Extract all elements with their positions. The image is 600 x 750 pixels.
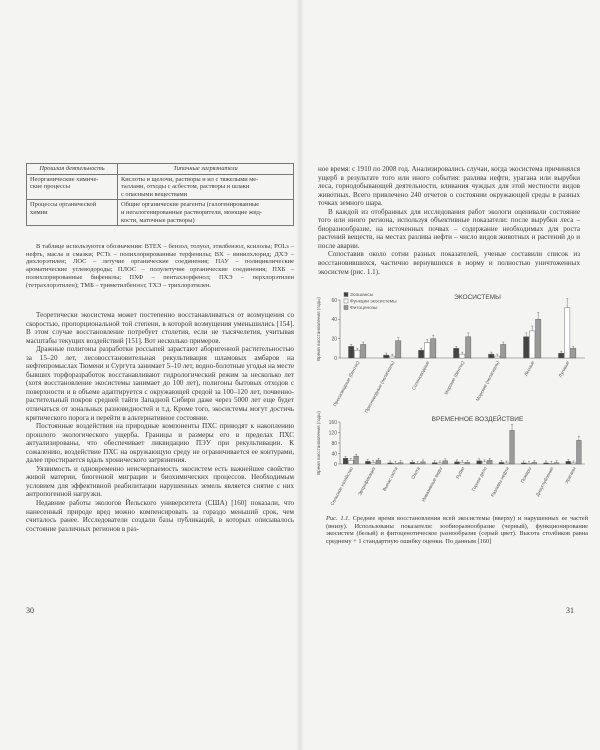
x-tick-label: Пресноводные (бентос): [332, 360, 361, 408]
right-body-text: [318, 165, 580, 276]
y-tick-label: 60: [331, 297, 337, 304]
table-cell: Неорганические химиче- ские процессы: [27, 174, 118, 200]
table-cell: Кислоты и щелочи, растворы и ил с тяжелыми ме- таллами, отходы с асбестом, растворы и шлаки с опасными веществами: [118, 174, 294, 200]
table-header-row: [27, 164, 294, 175]
chart-bar: [354, 456, 359, 464]
chart-bar: [530, 331, 535, 358]
chart-bar: [544, 463, 549, 464]
legend-label: Зоошансы: [350, 293, 374, 298]
chart-bar: [489, 354, 494, 358]
chart-bar: [343, 458, 348, 464]
y-tick-label: 120: [328, 430, 337, 437]
x-tick-label: Пожары: [519, 466, 533, 484]
chart-bar: [454, 348, 459, 358]
table-notes: [26, 243, 294, 289]
x-tick-label: Дноуглубление: [534, 466, 555, 498]
chart-bar: [438, 463, 443, 464]
x-tick-label: Сельское хозяйство: [329, 466, 355, 507]
y-tick-label: 160: [328, 419, 337, 426]
chart-bar: [487, 460, 492, 464]
chart-bar: [554, 463, 559, 464]
y-tick-label: 40: [331, 317, 337, 324]
chart-bar: [566, 461, 571, 464]
chart-bar: [527, 463, 532, 464]
chart-title: ЭКОСИСТЕМЫ: [454, 294, 501, 301]
chart-bar: [396, 341, 401, 358]
chart-bar: [499, 462, 504, 464]
chart-bar: [432, 463, 437, 464]
chart-bar: [510, 430, 515, 464]
table-cell: Общие органические реагенты (галогенированные и негалогенированные растворители, моющие жид- кости, маточные растворы): [118, 200, 294, 226]
x-tick-label: Разливы нефти: [489, 466, 510, 498]
legend-label: Фитоценозы: [350, 306, 378, 311]
caption-label: Рис. 1.1.: [326, 515, 350, 522]
y-tick-label: 80: [331, 440, 337, 447]
page-number-right: 31: [566, 606, 574, 615]
table-row: [27, 174, 294, 200]
x-tick-label: Горное дело: [470, 466, 488, 492]
y-tick-label: 20: [331, 336, 337, 343]
x-tick-label: Лесные: [523, 360, 536, 377]
chart-bar: [421, 462, 426, 464]
chart-bar: [482, 462, 487, 464]
chart-bar: [521, 463, 526, 464]
chart-bar: [495, 356, 500, 358]
body-paragraph: Недавние работы экологов Йельского университета (США) [160] показали, что нанесенный природе вред можно компенсировать за гораздо меньший срок, чем считалось ранее. Исследователи создали базы публикаций, в которых описывалось состояние различных регионов в раз-: [26, 499, 294, 533]
chart-bar: [571, 463, 576, 464]
y-tick-label: 40: [331, 451, 337, 458]
chart-bar: [349, 346, 354, 358]
chart-bar: [549, 463, 554, 464]
chart-bar: [460, 354, 465, 358]
legend-swatch: [344, 293, 348, 297]
x-tick-label: Морские (пелагиаль): [474, 360, 501, 402]
figure-1-1: [306, 290, 596, 510]
chart-bar: [348, 460, 353, 464]
chart-bar: [398, 463, 403, 464]
chart-svg: [306, 290, 596, 510]
body-paragraph: Уязвимость и одновременно неисчерпаемость экосистем есть важнейшее свойство живой материи, биогенной миграции и биохимических процессов. Необходимым условием для эффективной реабилитации нарушенных земель является снятие с них антропогенной нагрузки.: [26, 464, 294, 499]
x-tick-label: Солоноводные: [410, 360, 431, 391]
x-tick-label: Пресноводные (пелагиаль): [363, 360, 396, 414]
left-body-text: [26, 311, 294, 533]
chart-bar: [532, 462, 537, 464]
notes-paragraph: В таблице используются обозначения: BTEX – бензол, толуол, этилбензол, ксилолы; POLs – нефть, масла и смазки; PCTs – полихлорированные терфенилы; ВХ – винилхлорид; ДХЭ – дихлорэтилен; ЛОС – летучие органические соединения; ПАУ – полициклические ароматические углеводороды; ПЛОС – полулетучие органические соединения; ПХБ – полихлорированные бифенилы; ПХФ – пентахлорфенол; ПХЭ – перхлорэтилен (тетрахлорэтилен); ТМБ – триметилбензол; ТХЭ – трихлорэтилен.: [26, 243, 294, 289]
chart-bar: [384, 355, 389, 358]
legend-swatch: [344, 299, 348, 303]
y-tick-label: 0: [334, 461, 337, 468]
chart-bar: [524, 337, 529, 358]
chart-bar: [501, 344, 506, 358]
page-number-left: 30: [26, 606, 34, 615]
chart-bar: [361, 344, 366, 358]
chart-title: ВРЕМЕННОЕ ВОЗДЕЙСТВИЕ: [431, 416, 524, 423]
chart-bar: [410, 462, 415, 464]
chart-bar: [371, 462, 376, 464]
body-paragraph: Теоретически экосистема может постепенно восстанавливаться от возмущения со скоростью, пропорциональной той степени, в которой возмущения уменьшились [154]. В этом случае восстановление потребует столетия, если не тысячелетия, учитывая масштабы текущих воздействий [151]. Вот несколько примеров.: [26, 311, 294, 345]
chart-bar: [431, 339, 436, 358]
caption-text: Среднее время восстановления всей экосистемы (вверху) и нарушенных ее частей (внизу). Использованы показатели: зообиоразнообразие (черный), функционирование экосистем (белый) и фитоценотическое разнообразие (серый цвет). Высота столбиков равна среднему + 1 стандартную ошибку оценки. По данным [160]: [326, 515, 589, 546]
table-cell: Процессы органической химии: [27, 200, 118, 226]
table-header-cell: Типичные загрязнители: [118, 164, 294, 175]
body-paragraph: Дражные полигоны разработки россыпей зарастают аборигенной растительностью за 15–20 лет, лесовосстановительная рекультивация шламовых амбаров на нефтепромыслах Тюмени и Сургута занимает 5–10 лет, водно-болотные угодья на месте бывших торфоразработок восстанавливают гидрологический режим за несколько лет (хотя восстановление экосистемы занимает до 100 лет), полигоны бытовых отходов с поверхности и в объеме адаптируется с окружающей средой за 100–120 лет, почвенно-растительный покров средней тайги Западной Сибири даже через 5000 лет еще будет отличаться от зональных разновидностей и т.д. Кроме того, экосистемы могут достичь критического порога и перейти в альтернативное состояние.: [26, 345, 294, 422]
chart-bar: [393, 463, 398, 464]
chart-bar: [365, 461, 370, 464]
body-paragraph: Постоянные воздействия на природные компоненты ПХС приводят к накоплению прошлого экологического ущерба. Границы и размеры его в пределах ПХС актуализированы, что обеспечивает ликвидацию ПЭУ при рекультивации. К сожалению, воздействие ПХС на окружающую среду не ограничивается ее контурами, далее простирается вдаль хронического загрязнения.: [26, 422, 294, 465]
x-tick-label: Ураганы: [563, 466, 577, 485]
chart-bar: [443, 461, 448, 464]
book-gutter: [296, 0, 304, 750]
chart-bar: [559, 353, 564, 358]
body-paragraph: В каждой из отобранных для исследования работ экологи оценивали состояние того или иного региона, используя объективные показатели: после вырубки леса – биоразнообразие, на источенных почвах – содержание необходимых для роста растений веществ, на местах разлива нефти – число видов животных и растений до и после аварии.: [318, 207, 580, 250]
y-axis-label: Время восстановления (годы): [316, 411, 321, 475]
legend-swatch: [344, 306, 348, 310]
x-tick-label: Луговые: [557, 360, 571, 379]
y-axis-label: Время восстановления (годы): [316, 297, 321, 361]
x-tick-label: Морские (бентос): [443, 360, 466, 396]
chart-bar: [425, 343, 430, 358]
x-tick-label: Инвазивные виды: [420, 466, 444, 503]
table-row: [27, 200, 294, 226]
x-tick-label: Охота: [410, 466, 421, 480]
chart-bar: [571, 348, 576, 358]
chart-bar: [455, 462, 460, 464]
pollutants-table: [26, 163, 294, 226]
chart-bar: [415, 463, 420, 464]
chart-bar: [466, 337, 471, 358]
figure-caption: [326, 515, 588, 546]
chart-bar: [388, 463, 393, 464]
chart-bar: [504, 463, 509, 464]
chart-bar: [355, 350, 360, 358]
y-tick-label: 0: [334, 355, 337, 362]
chart-bar: [577, 440, 582, 464]
chart-bar: [565, 308, 570, 358]
chart-bar: [465, 462, 470, 464]
chart-bar: [536, 319, 541, 358]
table-header-cell: Прошлая деятельность: [27, 164, 118, 175]
x-tick-label: Эвтрофикация: [357, 466, 377, 497]
x-tick-label: Рубки: [455, 466, 466, 480]
x-tick-label: Выпас скота: [381, 466, 399, 492]
chart-bar: [477, 461, 482, 464]
chart-bar: [419, 350, 424, 358]
body-paragraph: Сопоставив около сотни разных показателей, ученые составили список из восстановившихся, частично вернувшихся в норму и полностью уничтоженных экосистем (рис. 1.1).: [318, 250, 580, 276]
chart-bar: [376, 460, 381, 464]
body-paragraph: ное время: с 1910 по 2008 год. Анализировались случаи, когда экосистема причинялся ущерб в результате того или иного события: разлива нефти, урагана или вырубки леса, горнодобывающей деятельности, вливания чуждых для этой местности видов животных. Всего привлечено 240 отчетов о состоянии окружающей среды в разных точках земного шара.: [318, 165, 580, 208]
chart-bar: [390, 356, 395, 358]
legend-label: Функции экосистемы: [350, 299, 397, 305]
chart-bar: [460, 462, 465, 464]
